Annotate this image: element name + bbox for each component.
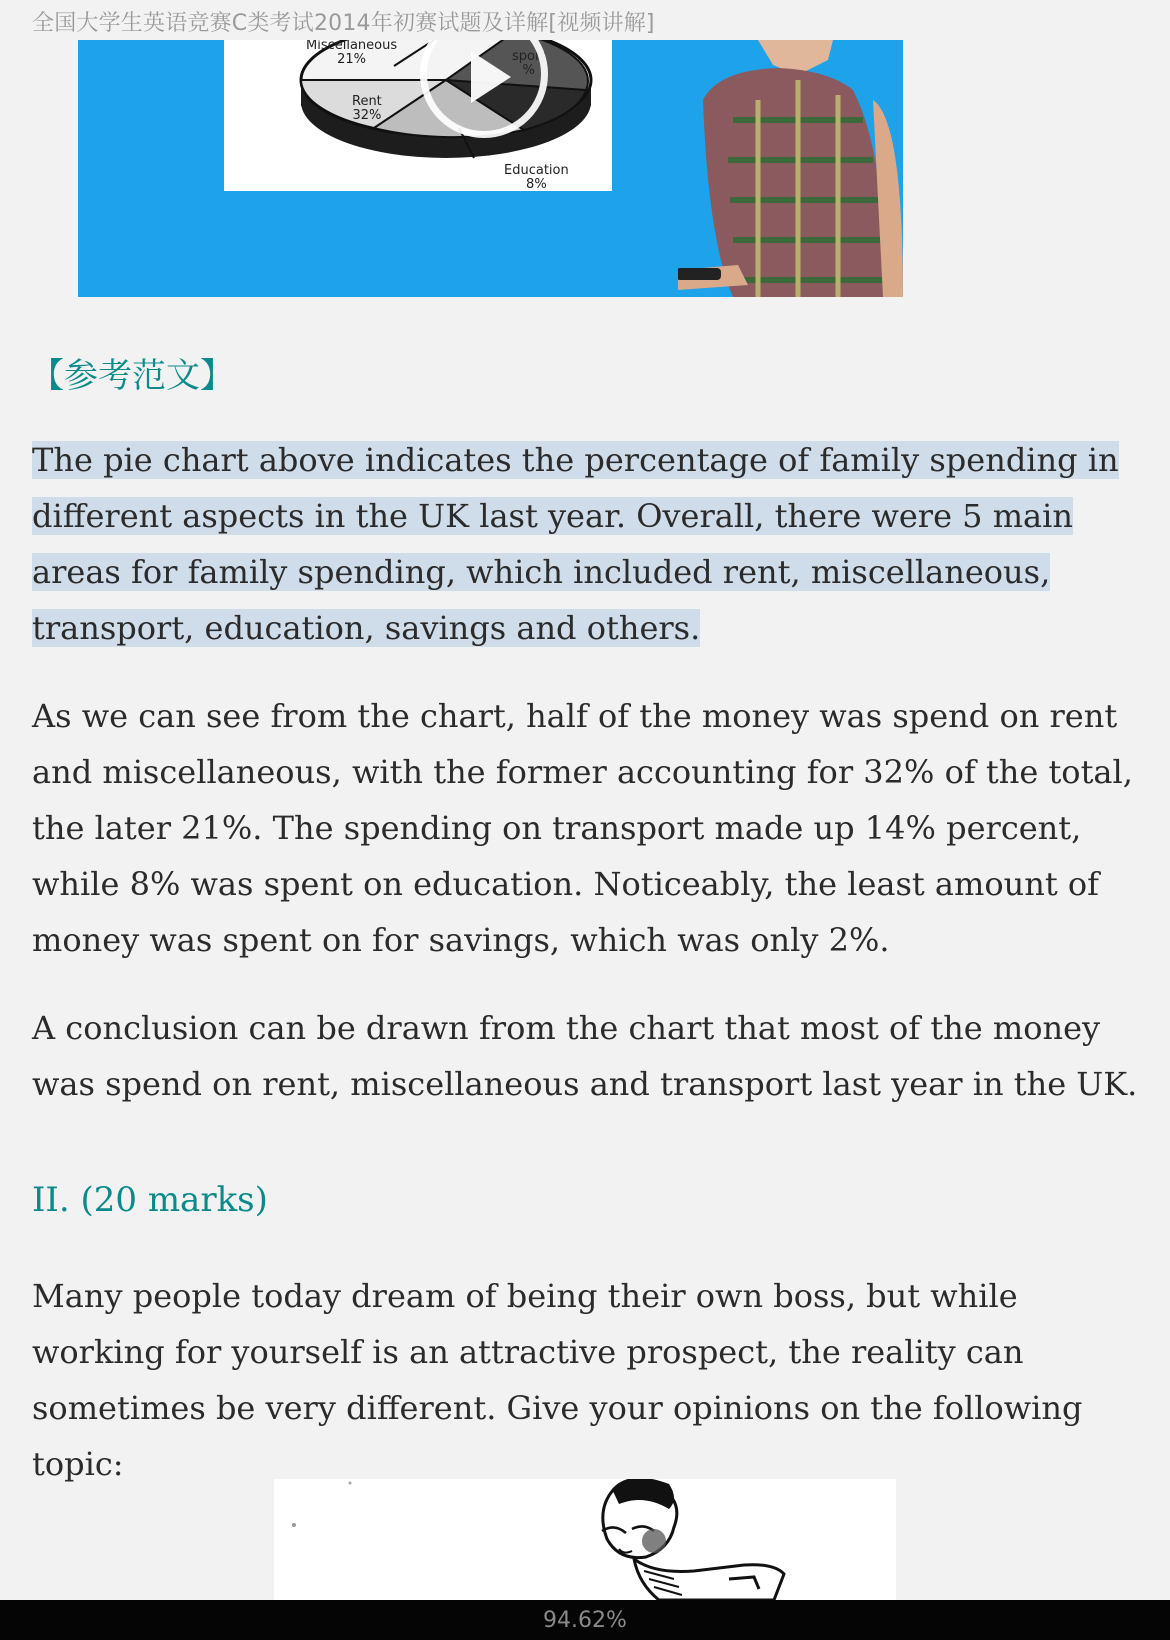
page-title: 全国大学生英语竞赛C类考试2014年初赛试题及详解[视频讲解] bbox=[32, 11, 655, 36]
part-2-title: II. (20 marks) bbox=[32, 1180, 268, 1220]
slide-pie-chart bbox=[224, 40, 612, 191]
zoom-level: 94.62% bbox=[543, 1608, 627, 1633]
essay-paragraph-1 bbox=[32, 432, 1142, 656]
essay-paragraph-2: As we can see from the chart, half of the money was spend on rent and miscellaneous, with the former accounting for 32% of the total, the later 21%. The spending on transport made up 14% percent, while 8% was spent on education. Noticeably, the least amount of money was spent on for savings, which was only 2%. bbox=[32, 697, 1133, 959]
presenter-image bbox=[678, 40, 903, 297]
pie-label-rent: Rent 32% bbox=[352, 94, 382, 123]
pie-label-transport: sport % bbox=[512, 49, 546, 78]
essay-paragraph-3: A conclusion can be drawn from the chart that most of the money was spend on rent, miscellaneous and transport last year in the UK. bbox=[32, 1009, 1138, 1103]
pie-label-education: Education 8% bbox=[504, 163, 569, 192]
video-player[interactable] bbox=[78, 40, 903, 297]
highlighted-text: The pie chart above indicates the percentage of family spending in different aspects in the UK last year. Overall, there were 5 main areas for family spending, which included rent, miscellaneous, transport, education, savings and others. bbox=[32, 441, 1119, 647]
status-bar bbox=[0, 1600, 1170, 1640]
pie-label-miscellaneous: Miscellaneous 21% bbox=[306, 40, 398, 67]
part-2-prompt: Many people today dream of being their own boss, but while working for yourself is an attractive prospect, the reality can sometimes be very different. Give your opinions on the following topic: bbox=[32, 1277, 1083, 1483]
cartoon-image bbox=[274, 1479, 896, 1600]
section-heading: 【参考范文】 bbox=[30, 356, 234, 396]
